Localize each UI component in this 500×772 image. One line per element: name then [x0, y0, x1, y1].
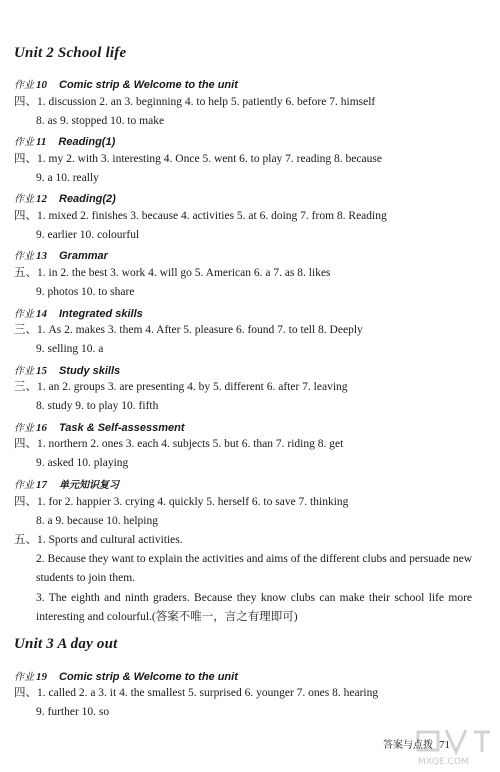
answer-line: 9. further 10. so — [36, 706, 110, 718]
answer-paragraph: 2. Because they want to explain the activities and aims of the different clubs and persuade new students to join them. — [36, 553, 472, 584]
answer-line: 四、1. northern 2. ones 3. each 4. subjects 5. but 6. than 7. riding 8. get — [14, 438, 344, 450]
homework-number: 10 — [36, 79, 47, 91]
answer-line: 三、1. As 2. makes 3. them 4. After 5. pleasure 6. found 7. to tell 8. Deeply — [14, 324, 363, 336]
homework-title: Integrated skills — [59, 308, 143, 320]
homework-number: 15 — [36, 365, 47, 377]
answer-paragraph: 3. The eighth and ninth graders. Because they know clubs can make their school life more interesting and colourful.(答案不唯一，言之有理即可) — [36, 592, 472, 623]
footer-label: 答案与点拨 — [383, 740, 433, 751]
homework-15-heading — [14, 362, 120, 377]
unit-2-title: Unit 2 School life — [14, 45, 127, 61]
homework-number: 16 — [36, 422, 47, 434]
homework-title: Comic strip & Welcome to the unit — [59, 671, 238, 683]
answer-line: 8. as 9. stopped 10. to make — [36, 115, 165, 127]
homework-label: 作业 — [14, 194, 34, 205]
answer-line: 8. a 9. because 10. helping — [36, 515, 158, 527]
page-footer — [383, 736, 450, 751]
homework-number: 17 — [36, 479, 47, 491]
homework-label: 作业 — [14, 672, 34, 683]
homework-label: 作业 — [14, 480, 34, 491]
answer-line: 三、1. an 2. groups 3. are presenting 4. by 5. different 6. after 7. leaving — [14, 381, 348, 393]
answer-line: 9. selling 10. a — [36, 343, 104, 355]
homework-number: 19 — [36, 671, 47, 683]
answer-line: 8. study 9. to play 10. fifth — [36, 400, 159, 412]
answer-line: 四、1. my 2. with 3. interesting 4. Once 5. went 6. to play 7. reading 8. because — [14, 153, 382, 165]
homework-label: 作业 — [14, 251, 34, 262]
answer-line: 五、1. Sports and cultural activities. — [14, 534, 183, 546]
answer-line: 9. earlier 10. colourful — [36, 229, 140, 241]
homework-11-heading — [14, 133, 115, 148]
homework-10-heading — [14, 76, 238, 91]
homework-title: Task & Self-assessment — [59, 422, 185, 434]
homework-label: 作业 — [14, 423, 34, 434]
homework-title: Reading(2) — [59, 193, 116, 205]
answer-line: 9. a 10. really — [36, 172, 99, 184]
homework-label: 作业 — [14, 80, 34, 91]
homework-title: Study skills — [59, 365, 121, 377]
homework-13-heading — [14, 247, 108, 262]
homework-label: 作业 — [14, 137, 34, 148]
homework-16-heading — [14, 419, 185, 434]
homework-number: 12 — [36, 193, 47, 205]
svg-text:MXQE.COM: MXQE.COM — [418, 757, 469, 767]
homework-number: 11 — [36, 136, 47, 148]
homework-number: 13 — [36, 250, 47, 262]
answer-line: 9. asked 10. playing — [36, 457, 129, 469]
answer-line: 五、1. in 2. the best 3. work 4. will go 5. American 6. a 7. as 8. likes — [14, 267, 331, 279]
homework-19-heading — [14, 668, 238, 683]
homework-label: 作业 — [14, 366, 34, 377]
homework-14-heading — [14, 305, 143, 320]
homework-title: Comic strip & Welcome to the unit — [59, 79, 238, 91]
answer-line: 四、1. called 2. a 3. it 4. the smallest 5. surprised 6. younger 7. ones 8. hearing — [14, 687, 379, 699]
page-number: 71 — [439, 739, 450, 751]
homework-title: 单元知识复习 — [59, 480, 119, 491]
answer-line: 四、1. discussion 2. an 3. beginning 4. to help 5. patiently 6. before 7. himself — [14, 96, 376, 108]
homework-title: Grammar — [59, 250, 108, 262]
answer-line: 9. photos 10. to share — [36, 286, 135, 298]
homework-17-heading — [14, 476, 119, 491]
unit-3-title: Unit 3 A day out — [14, 636, 118, 652]
homework-12-heading — [14, 190, 116, 205]
homework-title: Reading(1) — [58, 136, 116, 148]
homework-number: 14 — [36, 308, 47, 320]
homework-label: 作业 — [14, 309, 34, 320]
answer-line: 四、1. mixed 2. finishes 3. because 4. activities 5. at 6. doing 7. from 8. Reading — [14, 210, 387, 222]
answer-line: 四、1. for 2. happier 3. crying 4. quickly 5. herself 6. to save 7. thinking — [14, 496, 349, 508]
